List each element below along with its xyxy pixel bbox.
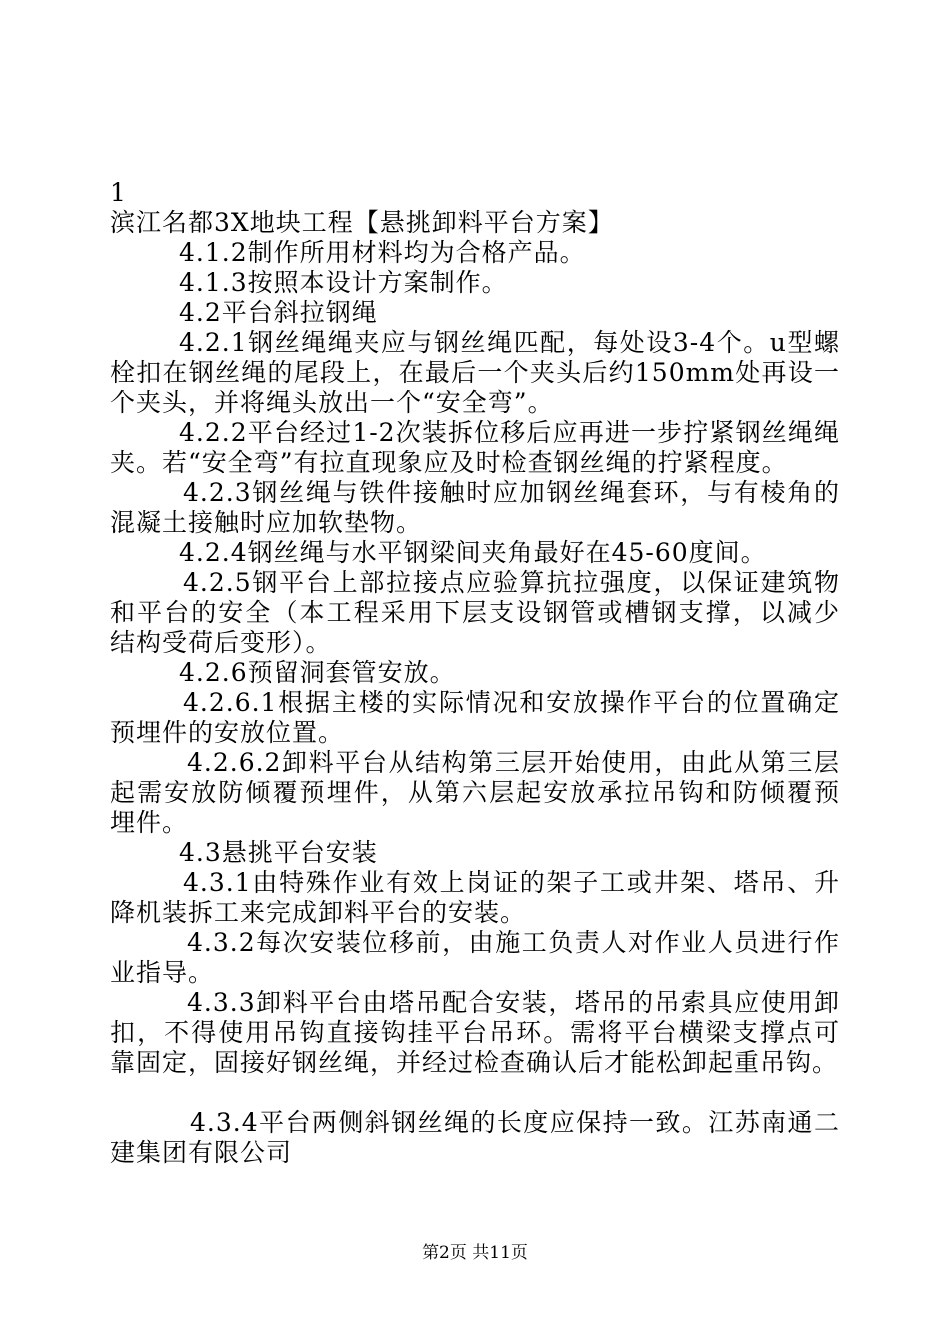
text-line: 夹。若“安全弯”有拉直现象应及时检查钢丝绳的拧紧程度。 xyxy=(110,448,788,477)
text-line: 建集团有限公司 xyxy=(110,1138,293,1167)
text-line: 混凝土接触时应加软垫物。 xyxy=(110,508,423,537)
text-line: 4.2.3钢丝绳与铁件接触时应加钢丝绳套环，与有棱角的 xyxy=(183,478,840,507)
blank-line xyxy=(110,1078,840,1108)
page-marker: 1 xyxy=(110,178,127,207)
text-line: 结构受荷后变形）。 xyxy=(110,628,332,657)
text-line: 起需安放防倾覆预埋件，从第六层起安放承拉吊钩和防倾覆预 xyxy=(110,778,840,807)
text-line: 4.2.6预留洞套管安放。 xyxy=(179,658,456,687)
text-line: 4.3.2每次安装位移前，由施工负责人对作业人员进行作 xyxy=(187,928,840,957)
text-line: 4.3.1由特殊作业有效上岗证的架子工或井架、塔吊、升 xyxy=(183,868,840,897)
text-line: 4.2.5钢平台上部拉接点应验算抗拉强度，以保证建筑物 xyxy=(183,568,840,597)
text-line: 扣，不得使用吊钩直接钩挂平台吊环。需将平台横梁支撑点可 xyxy=(110,1018,840,1047)
text-line: 埋件。 xyxy=(110,808,189,837)
page-footer: 第2页 共11页 xyxy=(422,1243,528,1263)
text-line: 业指导。 xyxy=(110,958,215,987)
text-line: 预埋件的安放位置。 xyxy=(110,718,345,747)
text-line: 4.2.6.1根据主楼的实际情况和安放操作平台的位置确定 xyxy=(183,688,840,717)
text-line: 4.2.1钢丝绳绳夹应与钢丝绳匹配，每处设3-4个。u型螺 xyxy=(179,328,840,357)
header-title: 滨江名都3X地块工程【悬挑卸料平台方案】 xyxy=(110,208,614,237)
text-line: 4.1.3按照本设计方案制作。 xyxy=(179,268,508,297)
text-line: 靠固定，固接好钢丝绳，并经过检查确认后才能松卸起重吊钩。 xyxy=(110,1048,839,1077)
text-line: 4.1.2制作所用材料均为合格产品。 xyxy=(179,238,586,267)
document-body xyxy=(110,178,840,1168)
text-line: 和平台的安全（本工程采用下层支设钢管或槽钢支撑，以减少 xyxy=(110,598,840,627)
section-heading: 4.2平台斜拉钢绳 xyxy=(179,298,378,327)
text-line: 栓扣在钢丝绳的尾段上，在最后一个夹头后约150mm处再设一 xyxy=(110,358,840,387)
text-line: 降机装拆工来完成卸料平台的安装。 xyxy=(110,898,527,927)
text-line: 4.2.2平台经过1-2次装拆位移后应再进一步拧紧钢丝绳绳 xyxy=(179,418,840,447)
text-line: 4.2.6.2卸料平台从结构第三层开始使用，由此从第三层 xyxy=(187,748,840,777)
text-line: 4.2.4钢丝绳与水平钢梁间夹角最好在45-60度间。 xyxy=(179,538,767,567)
text-line: 4.3.4平台两侧斜钢丝绳的长度应保持一致。江苏南通二 xyxy=(190,1108,840,1137)
text-line: 4.3.3卸料平台由塔吊配合安装，塔吊的吊索具应使用卸 xyxy=(187,988,840,1017)
text-line: 个夹头，并将绳头放出一个“安全弯”。 xyxy=(110,388,554,417)
section-heading: 4.3悬挑平台安装 xyxy=(179,838,378,867)
